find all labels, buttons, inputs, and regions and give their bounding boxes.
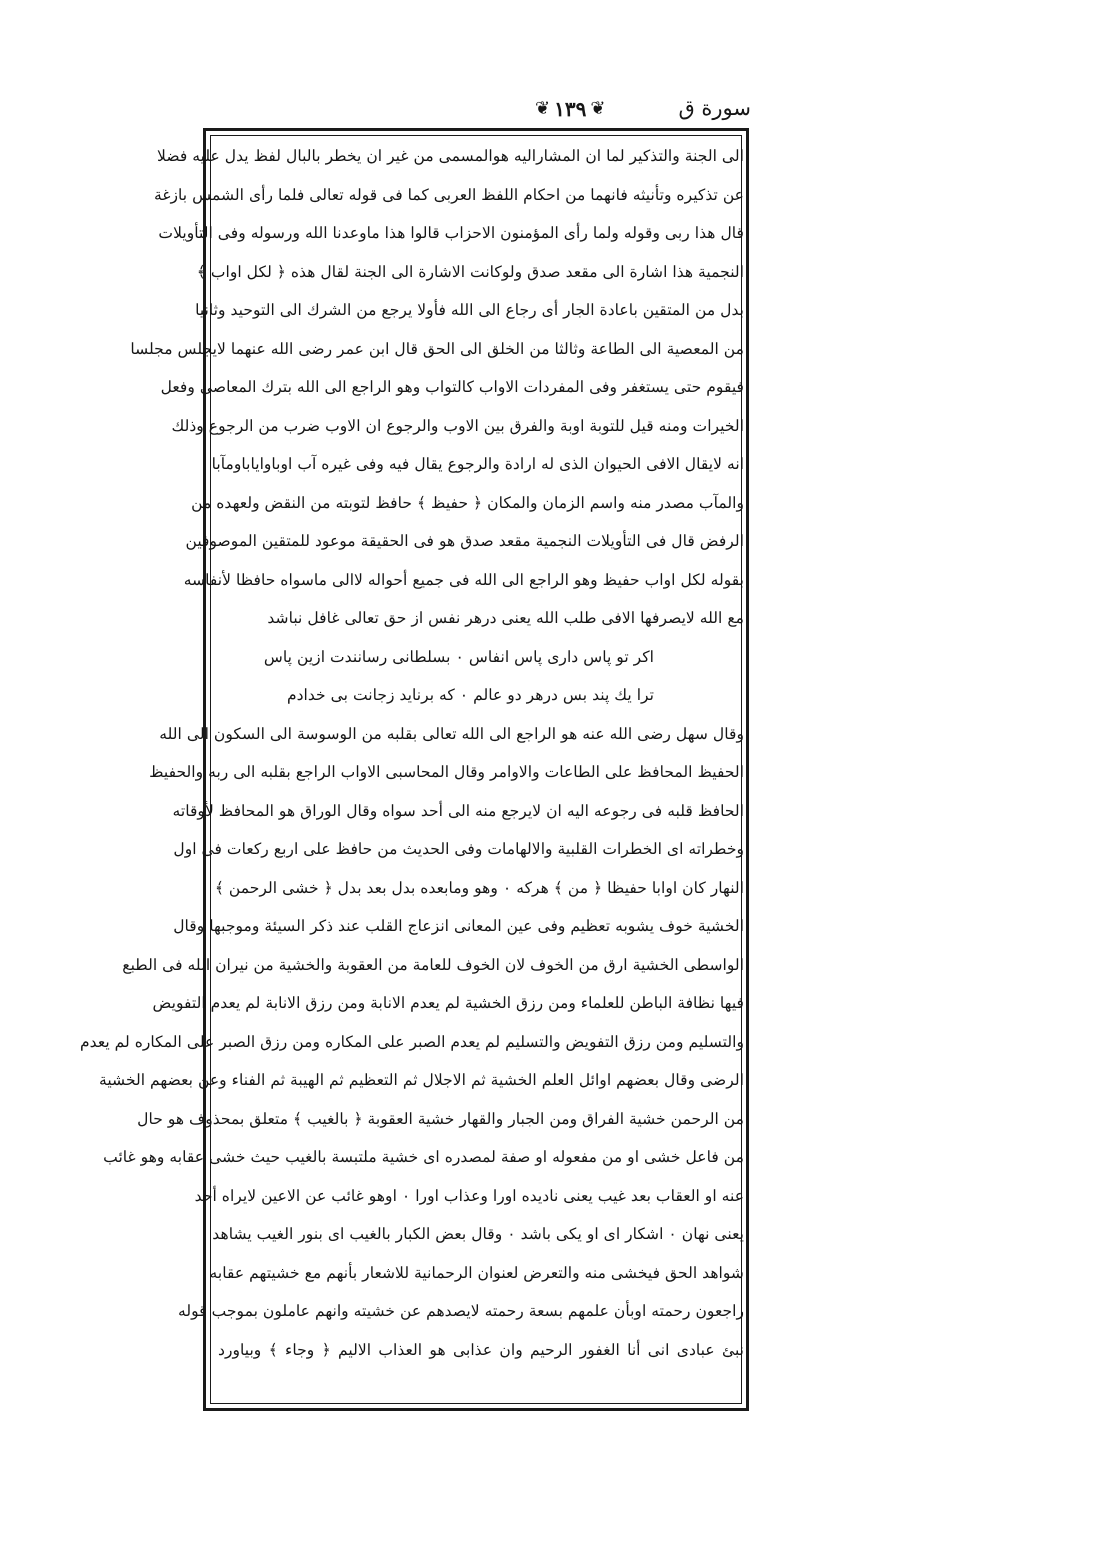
text-line: النهار كان اوابا حفيظا ﴿ من ﴾ هركه ٠ وهو ومابعده بدل بعد بدل ﴿ خشى الرحمن ﴾ [214,878,744,897]
text-line: وخطراته اى الخطرات القلبية والالهامات وفى الحديث من حافظ على اربع ركعات فى اول [173,840,744,858]
page-header [205,92,751,128]
text-line: بدل من المتقين باعادة الجار أى رجاع الى الله فأولا يرجع من الشرك الى التوحيد وثانيا [195,301,744,319]
page-number-ornament [535,94,605,124]
left-ornament-icon: ❦ [535,98,551,119]
text-line: بقوله لكل اواب حفيظ وهو الراجع الى الله فى جميع أحواله لاالى ماسواه حافظا لأنفاسه [183,570,744,589]
text-line: الخشية خوف يشوبه تعظيم وفى عين المعانى انزعاج القلب عند ذكر السيئة وموجبها وقال [173,917,744,935]
text-line: الرضى وقال بعضهم اوائل العلم الخشية ثم الاجلال ثم التعظيم ثم الهيبة ثم الفناء وعن بعضهم الخشية [98,1071,744,1089]
text-line: انه لايقال الافى الحيوان الذى له ارادة والرجوع يقال فيه وفى غيره آب اوباواياباومآبا [211,455,744,473]
text-line: قال هذا ربى وقوله ولما رأى المؤمنون الاحزاب قالوا هذا ماوعدنا الله ورسوله وفى التأويلات [158,224,744,242]
persian-verse [218,676,744,715]
text-line: الحافظ قلبه فى رجوعه اليه ان لايرجع منه الى أحد سواه وقال الوراق هو المحافظ لأوقاته [172,801,744,820]
text-line: من الرحمن خشية الفراق ومن الجبار والقهار خشية العقوبة ﴿ بالغيب ﴾ متعلق بمحذوف هو حال [137,1109,744,1128]
text-line: فيقوم حتى يستغفر وفى المفردات الاواب كالتواب وهو الراجع الى الله بترك المعاصى وفعل [160,378,744,396]
text-line: والمآب مصدر منه واسم الزمان والمكان ﴿ حفيظ ﴾ حافظ لتوبته من النقض ولعهده من [191,493,744,512]
page-number: ١٣٩ [554,97,587,121]
text-line: نبئ عبادى انى أنا الغفور الرحيم وان عذابى هو العذاب الاليم ﴿ وجاء ﴾ وبياورد [218,1340,744,1359]
text-line: عن تذكيره وتأنيثه فانهما من احكام اللفظ العربى كما فى قوله تعالى فلما رأى الشمس بازغة [154,185,744,204]
text-line: عنه او العقاب بعد غيب يعنى ناديده اورا وعذاب اورا ٠ اوهو غائب عن الاعين لايراه أحد [194,1186,744,1205]
text-line: الى الجنة والتذكير لما ان المشاراليه هوالمسمى من غير ان يخطر بالبال لفظ يدل عليه فضلا [157,147,744,165]
text-line: وقال سهل رضى الله عنه هو الراجع الى الله تعالى بقلبه من الوسوسة الى السكون الى الله [159,724,744,743]
persian-verse [218,638,744,677]
main-text [79,137,744,1369]
text-line: والتسليم ومن رزق التفويض والتسليم لم يعدم الصبر على المكاره ومن رزق الصبر على المكاره لم يعدم [79,1032,744,1051]
text-line: من فاعل خشى او من مفعوله او صفة لمصدره اى خشية ملتبسة بالغيب حيث خشى عقابه وهو غائب [103,1148,744,1166]
text-line: فيها نظافة الباطن للعلماء ومن رزق الخشية لم يعدم الانابة ومن رزق الانابة لم يعدم التفويض [152,994,744,1012]
text-line: مع الله لايصرفها الافى طلب الله يعنى درهر نفس از حق تعالى غافل نباشد [267,609,744,627]
text-line: يعنى نهان ٠ اشكار اى او يكى باشد ٠ وقال بعض الكبار بالغيب اى بنور الغيب يشاهد [212,1225,744,1243]
right-ornament-icon: ❦ [590,98,606,119]
text-line: الخيرات ومنه قيل للتوبة اوبة والفرق بين الاوب والرجوع ان الاوب ضرب من الرجوع وذلك [171,416,744,435]
text-line: الحفيظ المحافظ على الطاعات والاوامر وقال المحاسبى الاواب الراجع بقلبه الى ربه والحفيظ [149,763,744,781]
text-line: الرفض قال فى التأويلات النجمية مقعد صدق هو فى الحقيقة موعود للمتقين الموصوفين [185,532,744,550]
text-line: النجمية هذا اشارة الى مقعد صدق ولوكانت الاشارة الى الجنة لقال هذه ﴿ لكل اواب ﴾ [196,262,744,281]
text-line: راجعون رحمته اوبأن علمهم بسعة رحمته لايصدهم عن خشيته وانهم عاملون بموجب قوله [178,1302,744,1320]
text-line: شواهد الحق فيخشى منه والتعرض لعنوان الرحمانية للاشعار بأنهم مع خشيتهم عقابه [209,1263,744,1282]
text-line: الواسطى الخشية ارق من الخوف لان الخوف للعامة من العقوبة والخشية من نيران الله فى الطبع [122,955,744,974]
surah-name: سورة ق [678,96,751,120]
verse-text: اكر تو پاس دارى پاس انفاس ٠ بسلطانى رسانندت ازين پاس [263,647,654,666]
verse-text: ترا يك پند بس درهر دو عالم ٠ كه برنايد زجانت بى خدادم [286,686,654,704]
text-line: من المعصية الى الطاعة وثالثا من الخلق الى الحق قال ابن عمر رضى الله عنهما لايجلس مجلسا [130,339,744,358]
